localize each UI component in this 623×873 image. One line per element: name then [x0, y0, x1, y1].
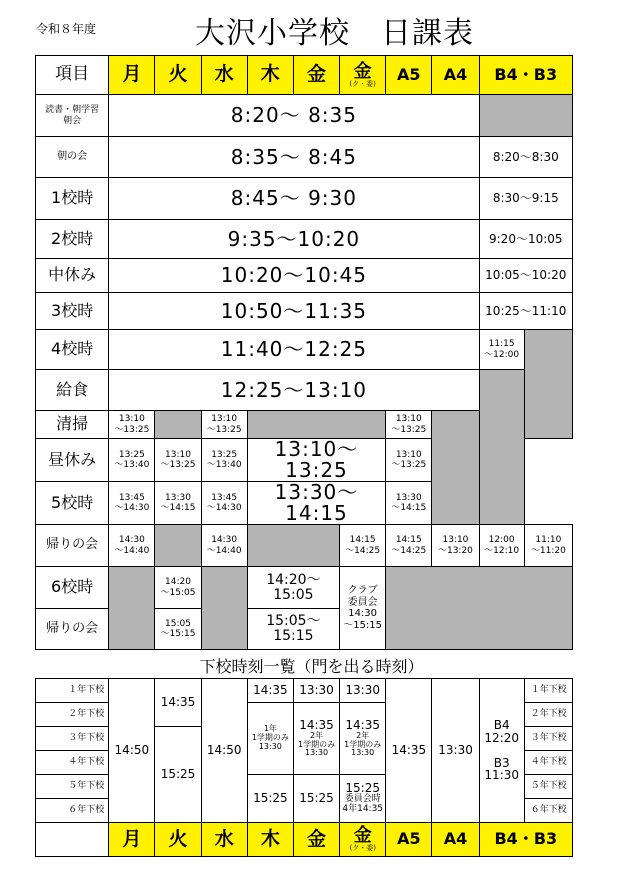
gray-cell: [479, 95, 572, 137]
row-p4: [36, 330, 573, 370]
footer-kin-label: 金: [353, 825, 372, 846]
p5-tue: [155, 482, 201, 525]
time-naka: 10:20～10:45: [109, 259, 479, 293]
dismissal-row: [36, 679, 573, 703]
b4-label: B4: [493, 718, 510, 733]
label-p5: 5校時: [36, 482, 109, 525]
grade-left-6: ６年下校: [36, 799, 109, 823]
kaeri1-kin: [340, 525, 386, 567]
row-p3: [36, 293, 573, 330]
dismissal-table: [35, 678, 573, 857]
seiso-mon-start: 13:10: [118, 414, 145, 425]
seiso-wed-start: 13:10: [211, 414, 238, 425]
hiru-a5: [386, 439, 432, 482]
header-kin-sub: (ク・委): [349, 79, 376, 88]
time-dokusho: 8:20～ 8:35: [109, 95, 479, 137]
p5-mon: [109, 482, 155, 525]
kaeri1-kin-start: 14:15: [349, 535, 376, 546]
kin-c-note2: 4年14:35: [342, 804, 384, 815]
p5-mon-start: 13:45: [118, 492, 145, 503]
kaeri1-mon-end: ～14:40: [114, 545, 150, 556]
footer-tuesday: 火: [155, 823, 201, 857]
row-dokusho: [36, 95, 573, 137]
gray-cell: [479, 370, 524, 525]
p5-a5: [386, 482, 432, 525]
club-label: クラブ: [347, 585, 378, 596]
kin-b-time: 14:35: [345, 717, 380, 732]
kaeri2-tue: [155, 609, 201, 650]
time-p1-b: 8:30～9:15: [479, 178, 572, 220]
p5-mon-end: ～14:30: [114, 503, 150, 513]
kaeri1-b4-start: 12:00: [488, 535, 515, 546]
grade-right-4: ４年下校: [524, 751, 572, 775]
kaeri1-mon-start: 14:30: [118, 535, 145, 546]
kin-b-time2: 13:30: [351, 748, 375, 758]
header-tuesday: 火: [155, 56, 201, 95]
dismissal-tue-a: 14:35: [155, 679, 201, 727]
label-dokusho: [36, 95, 109, 137]
header-a4: A4: [432, 56, 479, 95]
time-p4: 11:40～12:25: [109, 330, 479, 370]
time-p4-b4-end: ～12:00: [484, 349, 520, 360]
p5-a5-start: 13:30: [395, 492, 422, 503]
time-naka-b: 10:05～10:20: [479, 259, 572, 293]
fri-b-grade: 2年: [309, 730, 324, 740]
hiru-tue: [155, 439, 201, 482]
kaeri1-kin-end: ～14:25: [345, 545, 381, 556]
dismissal-wed: 14:50: [201, 679, 247, 823]
kaeri1-wed: [201, 525, 247, 567]
row-kyushoku: [36, 370, 573, 411]
header-b4b3: B4・B3: [479, 56, 572, 95]
hiru-mon-start: 13:25: [118, 449, 145, 460]
dismissal-fri-b: [293, 703, 339, 775]
footer-a5: A5: [386, 823, 432, 857]
kaeri2-thu-fri: 15:05～15:15: [247, 609, 339, 650]
dismissal-mon: 14:50: [109, 679, 155, 823]
grade-left-2: ２年下校: [36, 703, 109, 727]
dismissal-kin-b: [340, 703, 386, 775]
header-friday: 金: [293, 56, 339, 95]
p5-wed-end: ～14:30: [206, 503, 242, 513]
kin-b-grade: 2年: [356, 730, 370, 740]
gray-cell: [109, 567, 155, 650]
time-asa: 8:35～ 8:45: [109, 137, 479, 178]
dismissal-section-title: 下校時刻一覧（門を出る時刻）: [199, 657, 424, 676]
label-p1: 1校時: [36, 178, 109, 220]
club-end: ～15:15: [343, 619, 383, 631]
hiru-wed-end: ～13:40: [206, 460, 242, 470]
header-friday-club: [340, 56, 386, 95]
row-p1: [36, 178, 573, 220]
p6-tue: [155, 567, 201, 609]
fri-b-time2: 13:30: [305, 748, 329, 758]
dismissal-kin-c: [340, 775, 386, 823]
seiso-mon-end: ～13:25: [114, 424, 150, 435]
footer-kin-sub: (ク・委): [349, 844, 376, 852]
b3-label: B3: [493, 755, 510, 770]
label-p2: 2校時: [36, 220, 109, 259]
label-kaeri1: 帰りの会: [36, 525, 109, 567]
hiru-wed-start: 13:25: [211, 449, 238, 460]
gray-cell: [247, 411, 385, 439]
kaeri1-b4-end: ～12:10: [484, 545, 520, 556]
label-p6: 6校時: [36, 567, 109, 609]
time-p2-b: 9:20～10:05: [479, 220, 572, 259]
label-p3: 3校時: [36, 293, 109, 330]
time-p4-b4: [479, 330, 524, 370]
footer-wednesday: 水: [201, 823, 247, 857]
seiso-wed: [201, 411, 247, 439]
footer-b4b3: B4・B3: [479, 823, 572, 857]
kaeri1-wed-start: 14:30: [211, 535, 238, 546]
thu-b-time: 13:30: [258, 741, 282, 751]
gray-cell: [247, 525, 339, 567]
footer-row: [36, 823, 573, 857]
dismissal-kin-a: 13:30: [340, 679, 386, 703]
kaeri2-tue-start: 15:05: [165, 618, 191, 629]
p5-a5-end: ～14:15: [391, 503, 427, 513]
p5-wed-start: 13:45: [211, 492, 238, 503]
p5-wed: [201, 482, 247, 525]
time-p4-b4-start: 11:15: [488, 339, 515, 350]
dismissal-thu-a: 14:35: [247, 679, 293, 703]
fri-b-term: 1学期のみ: [297, 739, 336, 749]
thu-b-grade: 1年: [263, 724, 277, 734]
seiso-a5-end: ～13:25: [391, 424, 427, 435]
dismissal-fri-a: 13:30: [293, 679, 339, 703]
school-year: 令和８年度: [36, 22, 97, 36]
footer-thursday: 木: [247, 823, 293, 857]
grade-right-1: １年下校: [524, 679, 572, 703]
kaeri1-a5: [386, 525, 432, 567]
row-p6: [36, 567, 573, 609]
kaeri1-mon: [109, 525, 155, 567]
gray-cell: [524, 330, 572, 439]
p5-tue-end: ～14:15: [160, 503, 196, 513]
grade-left-3: ３年下校: [36, 727, 109, 751]
hiru-mon: [109, 439, 155, 482]
hiru-mon-end: ～13:40: [114, 460, 150, 470]
hiru-a5-start: 13:10: [395, 449, 422, 460]
header-row: [36, 56, 573, 95]
dismissal-thu-b: [247, 703, 293, 775]
page-title: 大沢小学校 日課表: [195, 16, 474, 51]
seiso-a5-start: 13:10: [395, 414, 422, 425]
kaeri1-b4: [479, 525, 524, 567]
gray-cell: [155, 411, 201, 439]
label-seiso: 清掃: [36, 411, 109, 439]
grade-left-4: ４年下校: [36, 751, 109, 775]
header-thursday: 木: [247, 56, 293, 95]
kaeri1-b3-end: ～11:20: [530, 545, 566, 556]
p5-tue-start: 13:30: [165, 492, 191, 503]
grade-right-5: ５年下校: [524, 775, 572, 799]
time-p2: 9:35～10:20: [109, 220, 479, 259]
label-dokusho-line1: 読書・朝学習: [45, 105, 100, 116]
label-dokusho-line2: 朝会: [63, 115, 82, 126]
fri-b-time: 14:35: [299, 717, 334, 732]
p6-kin-club: [340, 567, 386, 650]
label-hiru: 昼休み: [36, 439, 109, 482]
p6-tue-start: 14:20: [165, 577, 191, 588]
seiso-mon: [109, 411, 155, 439]
label-kaeri2: 帰りの会: [36, 609, 109, 650]
gray-cell: [432, 411, 479, 525]
kin-c-time: 15:25: [345, 781, 380, 796]
kaeri1-a4-end: ～13:20: [437, 545, 473, 556]
footer-monday: 月: [109, 823, 155, 857]
kaeri1-a4: [432, 525, 479, 567]
label-p4: 4校時: [36, 330, 109, 370]
header-a5: A5: [386, 56, 432, 95]
label-kyushoku: 給食: [36, 370, 109, 411]
kaeri1-a5-end: ～14:25: [391, 545, 427, 556]
gray-cell: [155, 525, 201, 567]
club-start: 14:30: [348, 608, 378, 619]
hiru-tue-end: ～13:25: [160, 460, 196, 470]
hiru-tue-start: 13:10: [165, 449, 191, 460]
time-asa-b: 8:20～8:30: [479, 137, 572, 178]
committee-label: 委員会: [347, 596, 378, 608]
grade-right-3: ３年下校: [524, 727, 572, 751]
kin-b-term: 1学期のみ: [344, 739, 382, 749]
footer-a4: A4: [432, 823, 479, 857]
time-p1: 8:45～ 9:30: [109, 178, 479, 220]
time-p3-b: 10:25～11:10: [479, 293, 572, 330]
kaeri1-wed-end: ～14:40: [206, 545, 242, 556]
footer-friday: 金: [293, 823, 339, 857]
row-p2: [36, 220, 573, 259]
header-item: 項目: [36, 56, 109, 95]
kin-c-note: 委員会時: [344, 794, 381, 805]
label-asa: 朝の会: [36, 137, 109, 178]
footer-blank: [36, 823, 109, 857]
p6-tue-end: ～15:05: [160, 587, 196, 598]
grade-left-1: １年下校: [36, 679, 109, 703]
kaeri1-b3-start: 11:10: [535, 535, 562, 546]
kaeri1-a5-start: 14:15: [395, 535, 422, 546]
thu-b-term: 1学期のみ: [251, 733, 289, 743]
header-wednesday: 水: [201, 56, 247, 95]
dismissal-a5: 14:35: [386, 679, 432, 823]
p6-thu-fri: 14:20～15:05: [247, 567, 339, 609]
seiso-wed-end: ～13:25: [206, 424, 242, 435]
grade-right-6: ６年下校: [524, 799, 572, 823]
row-naka: [36, 259, 573, 293]
b3-time: 11:30: [484, 768, 520, 783]
time-kyushoku: 12:25～13:10: [109, 370, 479, 411]
dismissal-b4b3: [479, 679, 524, 823]
hiru-a5-end: ～13:25: [391, 460, 427, 470]
kaeri1-a4-start: 13:10: [442, 535, 469, 546]
row-asa: [36, 137, 573, 178]
grade-left-5: ５年下校: [36, 775, 109, 799]
time-p3: 10:50～11:35: [109, 293, 479, 330]
kaeri2-tue-end: ～15:15: [160, 629, 196, 639]
header-monday: 月: [109, 56, 155, 95]
dismissal-a4: 13:30: [432, 679, 479, 823]
hiru-wed: [201, 439, 247, 482]
gray-cell: [386, 567, 573, 650]
kaeri1-b3: [524, 525, 572, 567]
schedule-table: [35, 55, 573, 650]
hiru-thu-fri: 13:10～13:25: [247, 439, 385, 482]
b4-time: 12:20: [484, 730, 520, 745]
dismissal-fri-c: 15:25: [293, 775, 339, 823]
header-kin-label: 金: [353, 60, 372, 82]
grade-right-2: ２年下校: [524, 703, 572, 727]
gray-cell: [201, 567, 247, 650]
dismissal-tue-b: 15:25: [155, 727, 201, 823]
seiso-a5: [386, 411, 432, 439]
dismissal-thu-c: 15:25: [247, 775, 293, 823]
footer-friday-club: [340, 823, 386, 857]
p5-thu-fri: 13:30～14:15: [247, 482, 385, 525]
row-kaeri1: [36, 525, 573, 567]
label-naka: 中休み: [36, 259, 109, 293]
